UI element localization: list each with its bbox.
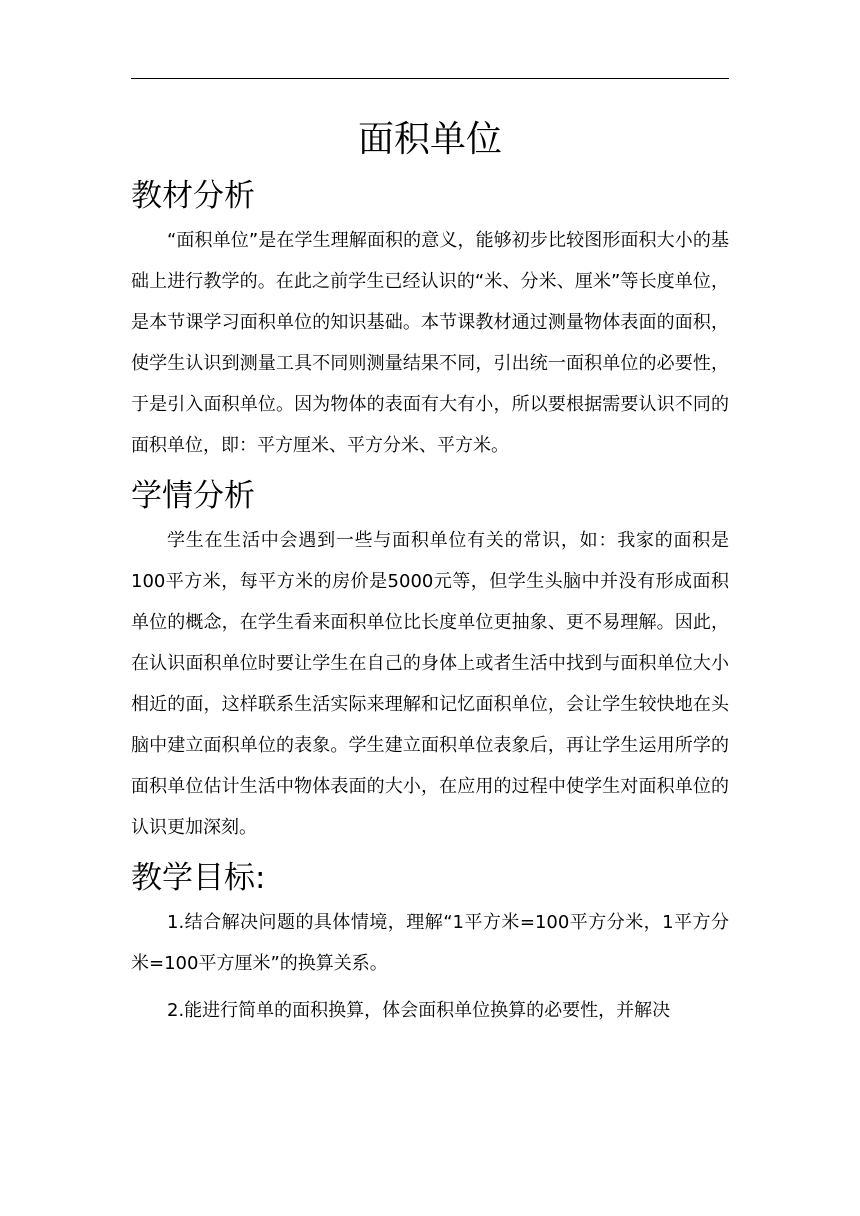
section-heading-teaching-objectives: 教学目标: bbox=[131, 860, 266, 896]
paragraph-objective-1: 1.结合解决问题的具体情境，理解“1平方米=100平方分米，1平方分米=100平方厘米”的换算关系。 bbox=[131, 912, 729, 974]
paragraph-textbook-analysis: “面积单位”是在学生理解面积的意义，能够初步比较图形面积大小的基础上进行教学的。在此之前学生已经认识的“米、分米、厘米”等长度单位，是本节课学习面积单位的知识基础。本节课教材通过测量物体表面的面积，使学生认识到测量工具不同则测量结果不同，引出统一面积单位的必要性，于是引入面积单位。因为物体的表面有大有小，所以要根据需要认识不同的面积单位，即：平方厘米、平方分米、平方米。 bbox=[131, 230, 729, 456]
document-title: 面积单位 bbox=[357, 119, 502, 160]
paragraph-objective-2: 2.能进行简单的面积换算，体会面积单位换算的必要性，并解决 bbox=[167, 1000, 671, 1021]
section-heading-textbook-analysis: 教材分析 bbox=[131, 178, 255, 214]
document-body bbox=[131, 108, 729, 1031]
section-heading-student-analysis: 学情分析 bbox=[131, 478, 255, 514]
header-rule bbox=[131, 78, 729, 79]
paragraph-student-analysis: 学生在生活中会遇到一些与面积单位有关的常识，如：我家的面积是100平方米，每平方米的房价是5000元等，但学生头脑中并没有形成面积单位的概念，在学生看来面积单位比长度单位更抽象、更不易理解。因此，在认识面积单位时要让学生在自己的身体上或者生活中找到与面积单位大小相近的面，这样联系生活实际来理解和记忆面积单位，会让学生较快地在头脑中建立面积单位的表象。学生建立面积单位表象后，再让学生运用所学的面积单位估计生活中物体表面的大小，在应用的过程中使学生对面积单位的认识更加深刻。 bbox=[131, 530, 729, 838]
